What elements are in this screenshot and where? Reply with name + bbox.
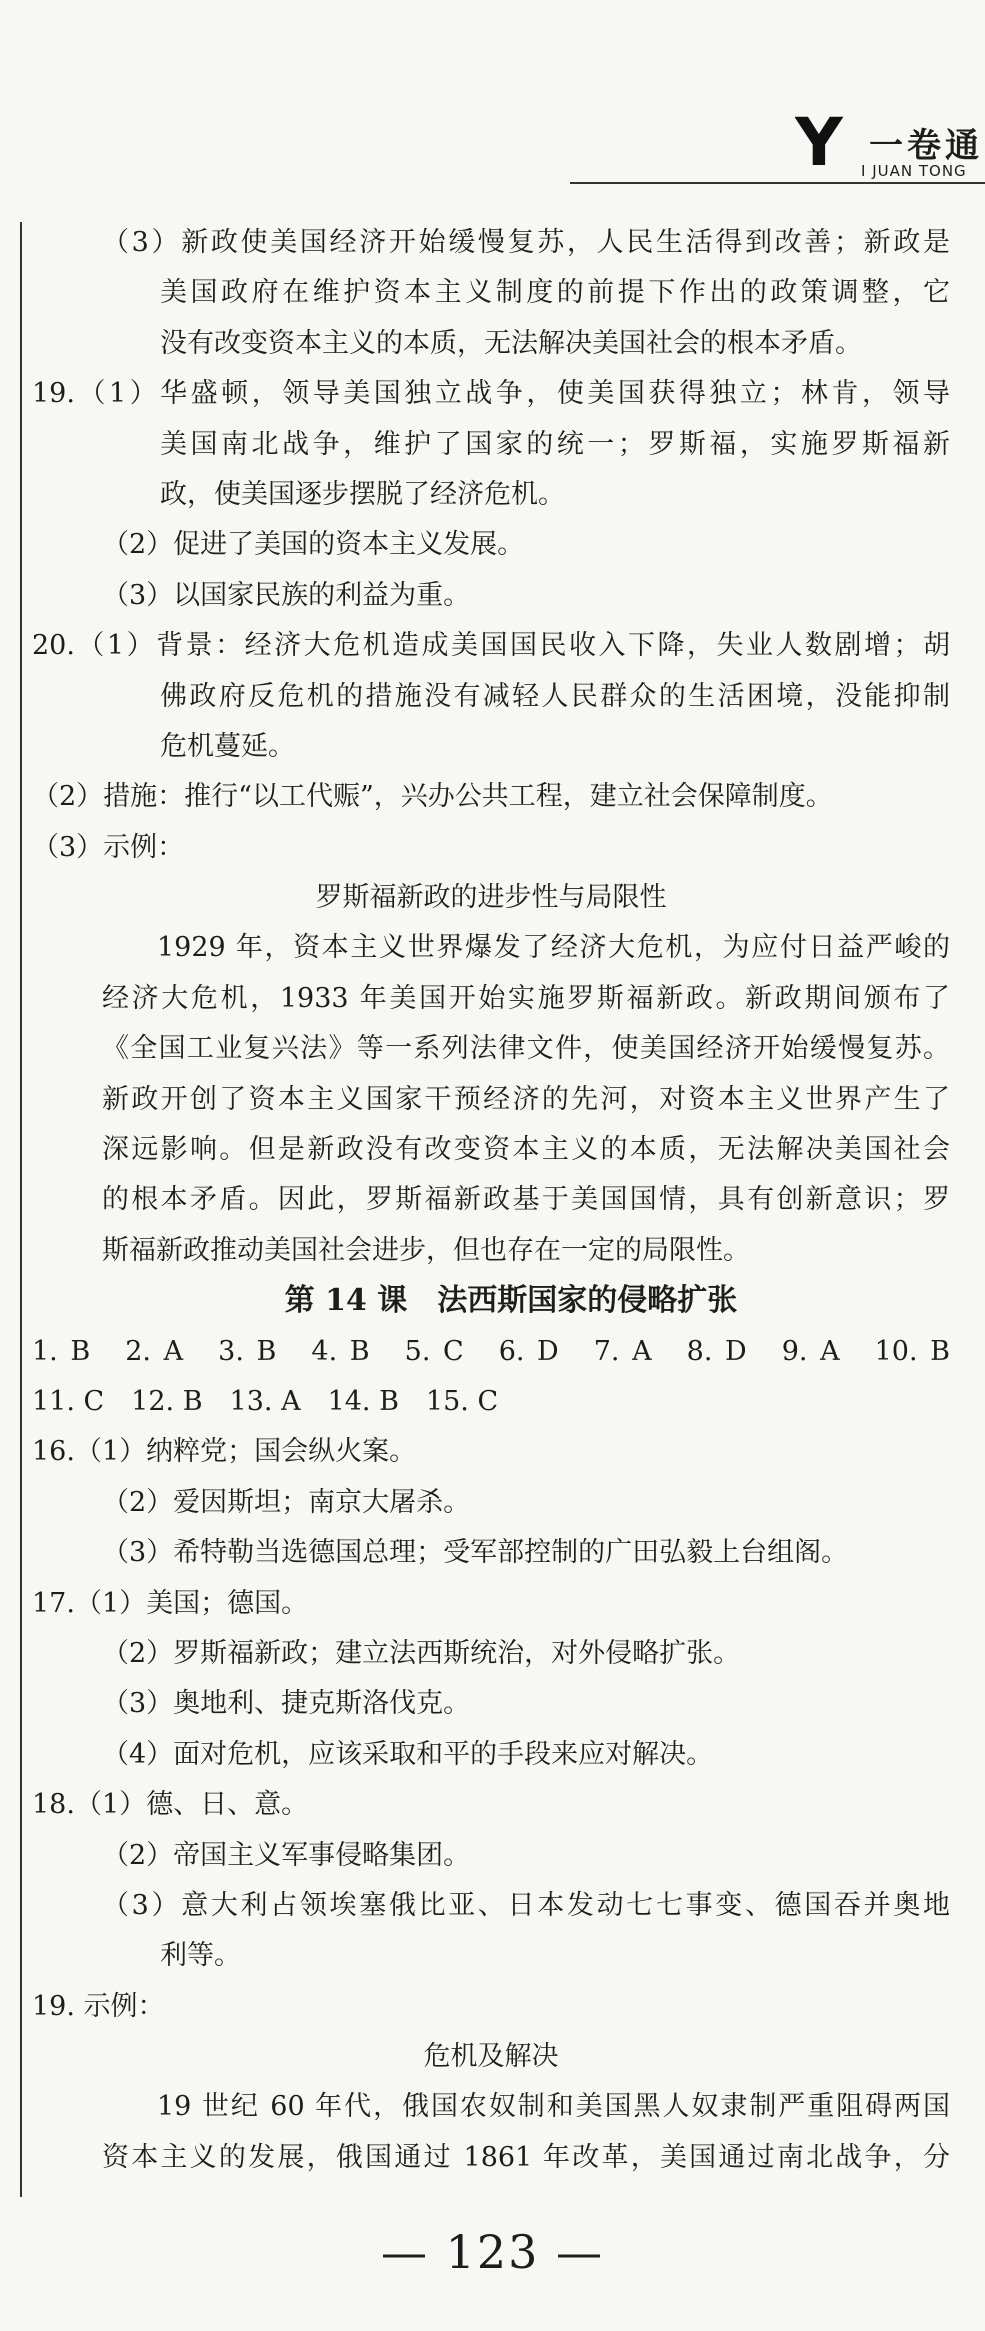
text-line: （4）面对危机，应该采取和平的手段来应对解决。 [102, 1738, 714, 1770]
text-line: 佛政府反危机的措施没有减轻人民群众的生活困境，没能抑制 [160, 680, 950, 712]
text-line: （2）帝国主义军事侵略集团。 [102, 1839, 471, 1871]
text-line: （3）以国家民族的利益为重。 [102, 579, 471, 611]
text-line: （3）新政使美国经济开始缓慢复苏，人民生活得到改善；新政是 [102, 227, 950, 258]
answer-key-line: 1. B 2. A 3. B 4. B 5. C 6. D 7. A 8. D 9. A 10. B [32, 1335, 950, 1367]
text-line: 17.（1）美国；德国。 [32, 1587, 309, 1619]
text-line: （2）促进了美国的资本主义发展。 [102, 529, 525, 561]
page-number: — 123 — [380, 2225, 605, 2279]
brand-logo [795, 112, 985, 182]
text-line: （3）意大利占领埃塞俄比亚、日本发动七七事变、德国吞并奥地 [102, 1889, 950, 1921]
text-line: 美国政府在维护资本主义制度的前提下作出的政策调整，它 [160, 277, 950, 309]
logo-english: I JUAN TONG [861, 162, 967, 180]
essay-title: 罗斯福新政的进步性与局限性 [315, 882, 667, 914]
text-line: 资本主义的发展，俄国通过 1861 年改革，美国通过南北战争，分 [102, 2141, 950, 2173]
text-line: （2）措施：推行“以工代赈”，兴办公共工程，建立社会保障制度。 [32, 781, 833, 813]
text-line: 《全国工业复兴法》等一系列法律文件，使美国经济开始缓慢复苏。 [102, 1033, 950, 1065]
text-line: 19.（1）华盛顿，领导美国独立战争，使美国获得独立；林肯，领导 [32, 378, 950, 410]
text-line: （3）奥地利、捷克斯洛伐克。 [102, 1688, 471, 1720]
answer-content [32, 218, 950, 2183]
answer-key-line: 11. C 12. B 13. A 14. B 15. C [32, 1385, 499, 1417]
logo-letter: Y [795, 112, 843, 181]
header-rule [570, 182, 985, 184]
text-line: 的根本矛盾。因此，罗斯福新政基于美国国情，具有创新意识；罗 [102, 1184, 950, 1216]
text-line: 19. 示例： [32, 1990, 165, 2022]
text-line: 18.（1）德、日、意。 [32, 1789, 309, 1821]
text-line: （2）罗斯福新政；建立法西斯统治，对外侵略扩张。 [102, 1637, 741, 1669]
left-margin-rule [20, 222, 22, 2197]
text-line: （2）爱因斯坦；南京大屠杀。 [102, 1486, 471, 1518]
lesson-heading: 第 14 课 法西斯国家的侵略扩张 [284, 1283, 738, 1319]
logo-chinese: 一卷通 [869, 126, 983, 166]
text-line: 19 世纪 60 年代，俄国农奴制和美国黑人奴隶制严重阻碍两国 [157, 2091, 950, 2123]
essay-title: 危机及解决 [423, 2041, 559, 2073]
text-line: 深远影响。但是新政没有改变资本主义的本质，无法解决美国社会 [102, 1134, 950, 1166]
text-line: 危机蔓延。 [160, 730, 295, 762]
text-line: 1929 年，资本主义世界爆发了经济大危机，为应付日益严峻的 [157, 932, 950, 964]
text-line: 政，使美国逐步摆脱了经济危机。 [160, 478, 565, 510]
text-line: 16.（1）纳粹党；国会纵火案。 [32, 1436, 417, 1468]
text-line: 利等。 [160, 1940, 241, 1972]
text-line: 美国南北战争，维护了国家的统一；罗斯福，实施罗斯福新 [160, 428, 950, 460]
text-line: （3）示例： [32, 831, 185, 863]
text-line: 新政开创了资本主义国家干预经济的先河，对资本主义世界产生了 [102, 1083, 950, 1115]
text-line: 经济大危机，1933 年美国开始实施罗斯福新政。新政期间颁布了 [102, 982, 950, 1014]
text-line: 斯福新政推动美国社会进步，但也存在一定的局限性。 [102, 1234, 750, 1266]
text-line: 没有改变资本主义的本质，无法解决美国社会的根本矛盾。 [160, 327, 862, 359]
text-line: 20.（1）背景：经济大危机造成美国国民收入下降，失业人数剧增；胡 [32, 630, 950, 662]
text-line: （3）希特勒当选德国总理；受军部控制的广田弘毅上台组阁。 [102, 1537, 849, 1569]
